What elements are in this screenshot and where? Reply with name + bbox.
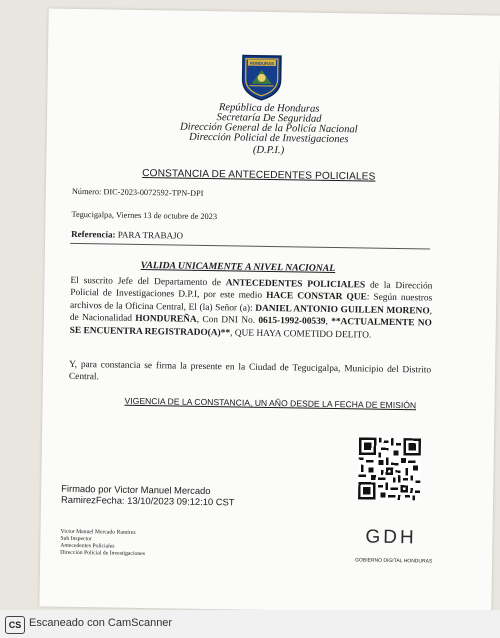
header-direccion-policial: Dirección Policial de Investigaciones bbox=[188, 131, 349, 146]
header-dpi: (D.P.I.) bbox=[252, 144, 285, 157]
header-secretaria: Secretaría De Seguridad bbox=[216, 112, 322, 125]
camscanner-footer bbox=[0, 610, 500, 638]
signatory-name: Victor Manuel Mercado Ramírez bbox=[60, 528, 136, 536]
gdh-caption: GOBIERNO DIGITAL HONDURAS bbox=[355, 557, 433, 565]
firmado-por: Firmado por Victor Manuel Mercado bbox=[61, 482, 211, 497]
document-title: CONSTANCIA DE ANTECEDENTES POLICIALES bbox=[142, 167, 376, 183]
referencia-label: Referencia: bbox=[71, 228, 116, 240]
person-name: DANIEL ANTONIO GUILLEN MORENO bbox=[255, 303, 430, 317]
signatory-office: Dirección Policial de Investigaciones bbox=[60, 549, 146, 558]
dni-number: 0615-1992-00539 bbox=[258, 316, 326, 328]
vigencia-notice: VIGENCIA DE LA CONSTANCIA, UN AÑO DESDE LA FECHA DE EMISIÓN bbox=[124, 395, 417, 411]
signatory-rank: Sub Inspector bbox=[60, 535, 92, 543]
referencia-value: PARA TRABAJO bbox=[115, 229, 184, 241]
body-paragraph-1: El suscrito Jefe del Departamento de ANTECEDENTES POLICIALES de la Dirección Policial de Investigaciones D.P.I, por este medio HACE CONSTAR QUE: Según nuestros archivos de la Oficina Central, El (la) Señor (a): DANIEL ANTONIO GUILLEN MORENO, de Nacionalidad HONDUREÑA, Con DNI No. 0615-1992-00539, **ACTUALMENTE NO SE ENCUENTRA REGISTRADO(A)**, QUE HAYA COMETIDO DELITO. bbox=[69, 275, 433, 341]
document-sheet bbox=[39, 8, 500, 613]
valida-notice: VALIDA UNICAMENTE A NIVEL NACIONAL bbox=[140, 259, 336, 275]
svg-text:HONDURAS: HONDURAS bbox=[249, 60, 275, 67]
header-direccion-general: Dirección General de la Policía Nacional bbox=[179, 121, 358, 136]
firma-fecha: RamirezFecha: 13/10/2023 09:12:10 CST bbox=[60, 493, 235, 508]
numero-line: Número: DIC-2023-0072592-TPN-DPI bbox=[71, 186, 204, 198]
gdh-logo: GDH bbox=[365, 526, 417, 549]
signatory-dept: Antecedentes Policiales bbox=[60, 542, 115, 550]
divider bbox=[70, 243, 430, 250]
camscanner-logo-icon: CS bbox=[5, 616, 25, 634]
record-status: **ACTUALMENTE NO SE ENCUENTRA REGISTRADO(A)** bbox=[69, 317, 432, 339]
police-seal-icon bbox=[236, 51, 287, 102]
body-paragraph-2: Y, para constancia se firma la presente en la Ciudad de Tegucigalpa, Municipio del Distrito Central. bbox=[68, 359, 432, 383]
header-republica: República de Honduras bbox=[218, 102, 320, 115]
ciudad-fecha-line: Tegucigalpa, Viernes 13 de octubre de 2023 bbox=[71, 209, 218, 222]
referencia-line bbox=[71, 229, 183, 241]
qr-code-icon bbox=[358, 437, 421, 500]
camscanner-text: Escaneado con CamScanner bbox=[29, 617, 173, 629]
